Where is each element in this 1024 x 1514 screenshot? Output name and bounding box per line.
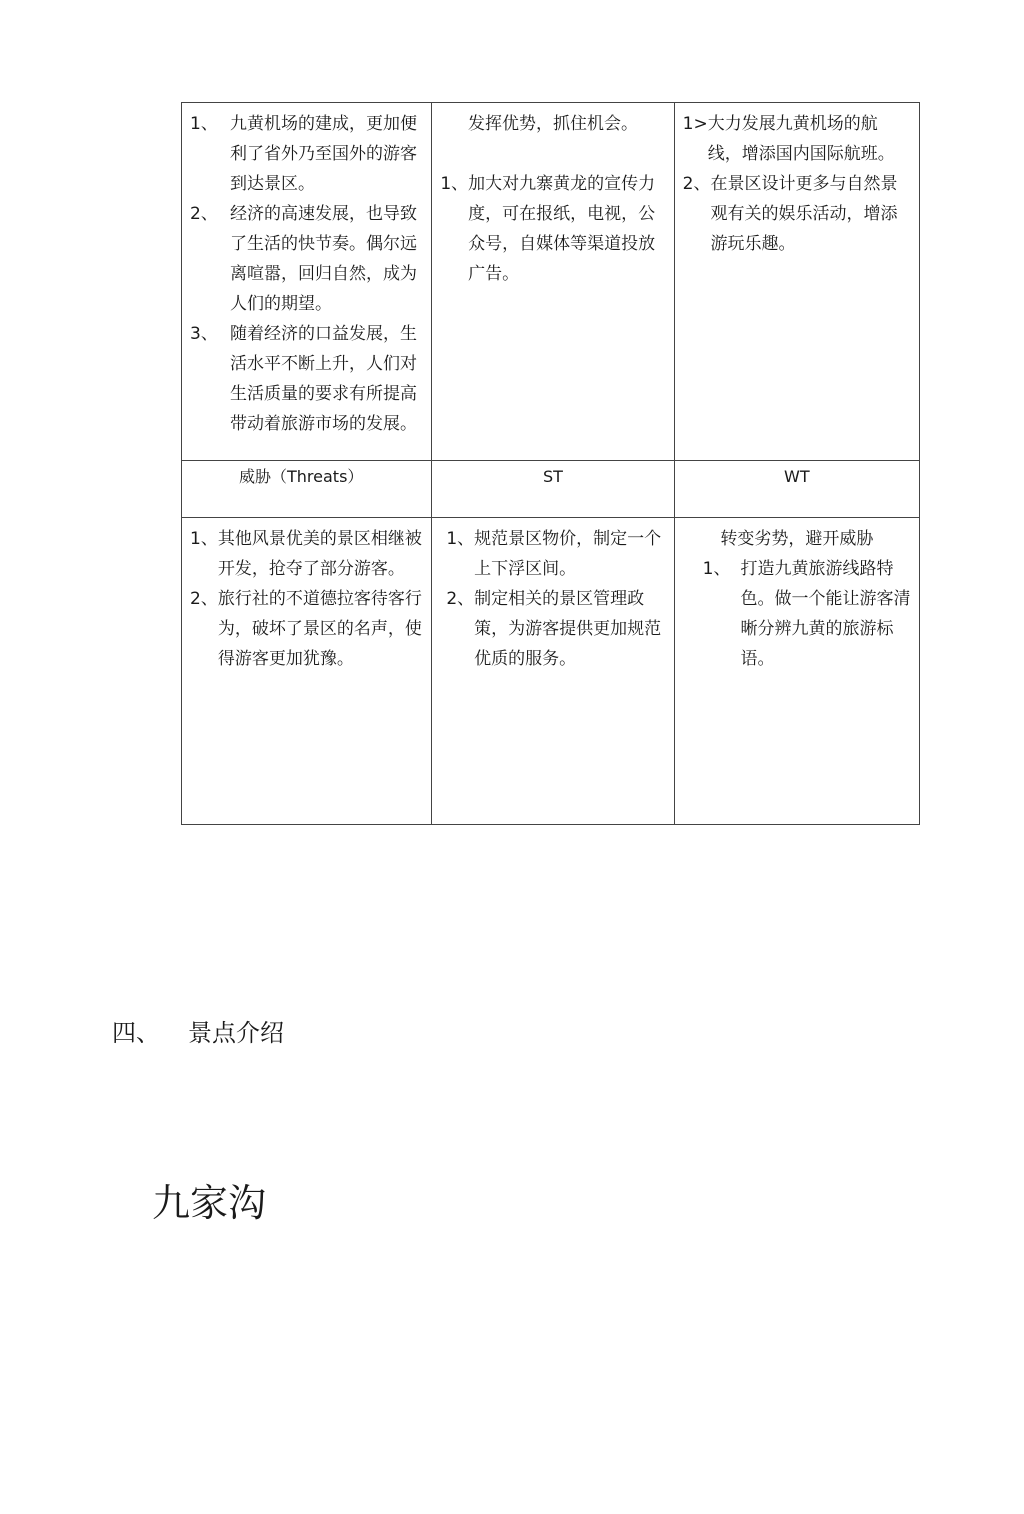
threat-item [190,524,423,584]
st-strategy-item [446,524,665,584]
wo-strategy-cell [674,103,919,461]
item-text: 大力发展九黄机场的航线，增添国内国际航班。 [707,114,895,164]
wt-header: WT [784,467,810,486]
threats-header: 威胁（Threats） [239,467,364,486]
item-number: 1、 [446,529,475,549]
wo-strategy-item [683,109,911,169]
wt-strategy-cell [674,518,919,825]
section-heading [112,1016,284,1050]
section-title: 景点介绍 [188,1019,284,1047]
threat-item [190,584,423,674]
item-number: 1、 [190,529,218,549]
wt-strategy-title: 转变劣势，避开威胁 [720,529,874,549]
item-text: 随着经济的口益发展，生活水平不断上升，人们对生活质量的要求有所提高带动着旅游市场的发展。 [230,324,417,434]
threats-cell [182,518,432,825]
item-text: 其他风景优美的景区相继被开发，抢夺了部分游客。 [217,529,422,579]
item-number: 1、 [440,174,469,194]
item-text: 经济的高速发展，也导致了生活的快节奏。偶尔远离喧嚣，回归自然，成为人们的期望。 [230,204,417,314]
item-text: 加大对九寨黄龙的宣传力度，可在报纸，电视，公众号，自媒体等渠道投放广告。 [468,174,656,284]
wo-strategy-item [683,169,911,259]
section-number: 四、 [112,1019,160,1047]
item-number: 1> [682,114,708,134]
st-strategy-cell [432,518,674,825]
threats-header-row [182,461,920,518]
item-number: 3、 [190,324,218,344]
swot-table [181,102,920,825]
st-strategy-item [446,584,665,674]
item-text: 规范景区物价，制定一个上下浮区间。 [474,529,662,579]
opportunity-item [190,319,423,439]
item-text: 制定相关的景区管理政策，为游客提供更加规范优质的服务。 [474,589,662,669]
item-number: 2、 [446,589,475,609]
opportunities-row [182,103,920,461]
item-number: 2、 [190,589,218,609]
item-number: 1、 [702,559,731,579]
item-text: 九黄机场的建成，更加便利了省外乃至国外的游客到达景区。 [230,114,417,194]
st-header-cell [432,461,674,518]
opportunity-item [190,109,423,199]
wt-strategy-item [683,554,911,674]
st-header: ST [543,467,563,486]
item-number: 2、 [682,174,711,194]
item-number: 2、 [190,204,218,224]
item-text: 在景区设计更多与自然景观有关的娱乐活动，增添游玩乐趣。 [710,174,898,254]
item-text: 旅行社的不道德拉客待客行为，破坏了景区的名声，使得游客更加犹豫。 [217,589,422,669]
threats-header-cell [182,461,432,518]
so-strategy-item [440,169,665,289]
item-number: 1、 [190,114,218,134]
threats-row [182,518,920,825]
so-strategy-title: 发挥优势，抓住机会。 [467,114,638,134]
so-strategy-cell [432,103,674,461]
place-title: 九家沟 [152,1181,267,1225]
wt-header-cell [674,461,919,518]
opportunities-cell [182,103,432,461]
opportunity-item [190,199,423,319]
item-text: 打造九黄旅游线路特色。做一个能让游客清晰分辨九黄的旅游标语。 [740,559,911,669]
